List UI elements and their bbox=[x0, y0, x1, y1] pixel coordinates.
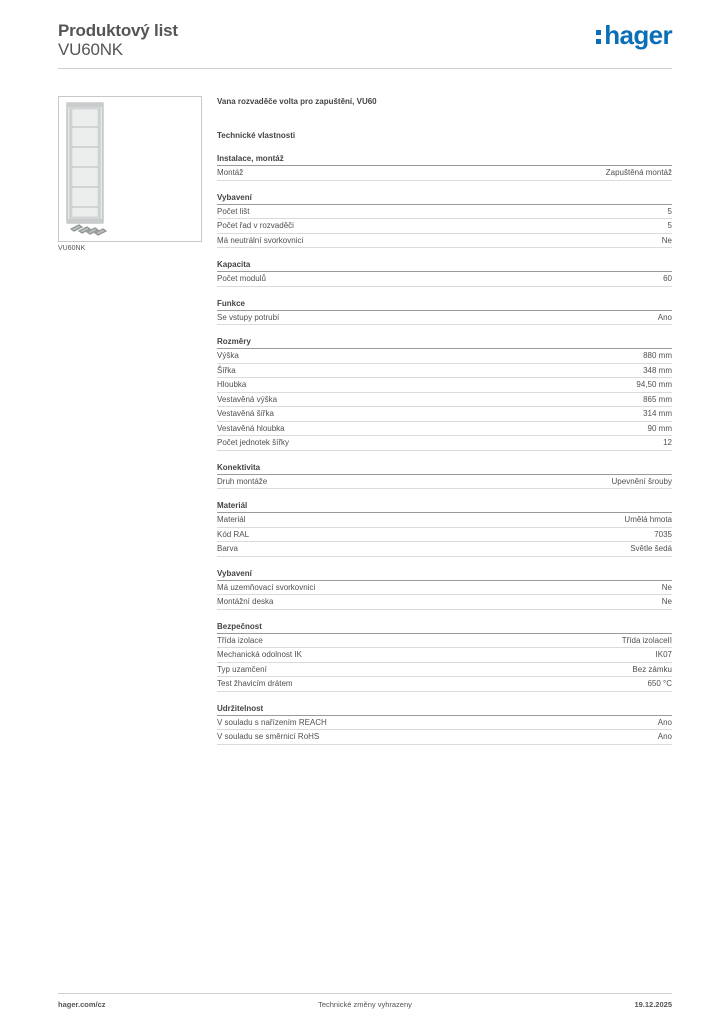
spec-value: Světle šedá bbox=[630, 544, 672, 553]
spec-value: Ano bbox=[657, 732, 672, 741]
spec-row bbox=[217, 378, 672, 393]
spec-value: Ne bbox=[661, 597, 672, 606]
footer-disclaimer: Technické změny vyhrazeny bbox=[318, 1000, 412, 1009]
spec-row bbox=[217, 581, 672, 596]
logo-colon-icon bbox=[596, 28, 601, 46]
spec-row bbox=[217, 663, 672, 678]
spec-label: Šířka bbox=[217, 365, 236, 375]
spec-value: Umělá hmota bbox=[624, 515, 672, 524]
spec-row bbox=[217, 349, 672, 364]
page-title: Produktový list bbox=[58, 21, 178, 40]
spec-row bbox=[217, 634, 672, 649]
spec-group-function bbox=[217, 298, 672, 326]
spec-row bbox=[217, 364, 672, 379]
spec-label: Třída izolace bbox=[217, 635, 263, 645]
spec-value: 90 mm bbox=[647, 423, 672, 433]
spec-label: Počet jednotek šířky bbox=[217, 438, 290, 447]
spec-group-equipment bbox=[217, 192, 672, 249]
group-title: Vybavení bbox=[217, 192, 672, 205]
spec-label: Montáž bbox=[217, 168, 244, 177]
group-title: Materiál bbox=[217, 500, 672, 513]
spec-label: Výška bbox=[217, 351, 239, 360]
spec-value: Upevnění šrouby bbox=[611, 476, 672, 486]
spec-group-material bbox=[217, 500, 672, 557]
spec-label: Počet lišt bbox=[217, 206, 250, 216]
spec-row bbox=[217, 311, 672, 326]
spec-label: Test žhavicím drátem bbox=[217, 679, 293, 688]
spec-label: Se vstupy potrubí bbox=[217, 312, 280, 322]
spec-label: V souladu s nařízením REACH bbox=[217, 717, 327, 727]
spec-value: Zapuštěná montáž bbox=[605, 168, 672, 177]
spec-row bbox=[217, 422, 672, 437]
spec-row bbox=[217, 677, 672, 692]
image-caption: VU60NK bbox=[58, 245, 86, 252]
group-title: Instalace, montáž bbox=[217, 153, 672, 166]
spec-row bbox=[217, 393, 672, 408]
spec-value: Ano bbox=[657, 717, 672, 727]
spec-group-sustainability bbox=[217, 703, 672, 745]
group-title: Udržitelnost bbox=[217, 703, 672, 716]
spec-label: Vestavěná šířka bbox=[217, 409, 274, 418]
spec-value: 12 bbox=[663, 438, 672, 447]
spec-row bbox=[217, 648, 672, 663]
spec-value: Třída izolaceII bbox=[621, 635, 672, 645]
spec-value: Ne bbox=[661, 235, 672, 245]
group-title: Vybavení bbox=[217, 568, 672, 581]
spec-value: 314 mm bbox=[643, 409, 672, 418]
spec-row bbox=[217, 436, 672, 451]
spec-row bbox=[217, 716, 672, 731]
spec-value: 865 mm bbox=[643, 394, 672, 404]
spec-value: 94,50 mm bbox=[636, 380, 672, 389]
section-heading: Technické vlastnosti bbox=[217, 131, 296, 140]
spec-label: Má uzemňovací svorkovnici bbox=[217, 582, 316, 592]
spec-label: Druh montáže bbox=[217, 476, 268, 486]
spec-value: Bez zámku bbox=[632, 664, 672, 674]
spec-label: Vestavěná hloubka bbox=[217, 423, 285, 433]
spec-value: 880 mm bbox=[643, 351, 672, 360]
spec-label: Materiál bbox=[217, 515, 246, 524]
spec-row bbox=[217, 595, 672, 610]
spec-group-equipment-2 bbox=[217, 568, 672, 610]
group-title: Rozměry bbox=[217, 336, 672, 349]
group-title: Funkce bbox=[217, 298, 672, 311]
spec-label: Kód RAL bbox=[217, 529, 250, 539]
spec-group-installation bbox=[217, 153, 672, 181]
spec-label: Mechanická odolnost IK bbox=[217, 650, 302, 659]
spec-label: Má neutrální svorkovnici bbox=[217, 235, 304, 245]
spec-group-dimensions bbox=[217, 336, 672, 451]
spec-value: IK07 bbox=[655, 650, 672, 659]
spec-label: Montážní deska bbox=[217, 597, 274, 606]
spec-row bbox=[217, 513, 672, 528]
group-title: Konektivita bbox=[217, 462, 672, 475]
spec-label: Hloubka bbox=[217, 380, 247, 389]
spec-row bbox=[217, 234, 672, 249]
footer-date: 19.12.2025 bbox=[634, 1000, 672, 1009]
spec-label: Počet řad v rozvaděči bbox=[217, 221, 294, 230]
group-title: Kapacita bbox=[217, 259, 672, 272]
spec-value: 60 bbox=[663, 274, 672, 283]
spec-row bbox=[217, 205, 672, 220]
spec-value: Ano bbox=[657, 312, 672, 322]
spec-group-capacity bbox=[217, 259, 672, 287]
spec-row bbox=[217, 219, 672, 234]
spec-label: Vestavěná výška bbox=[217, 394, 278, 404]
spec-row bbox=[217, 272, 672, 287]
page-footer bbox=[58, 993, 672, 1014]
product-code: VU60NK bbox=[58, 40, 123, 59]
page-header bbox=[58, 20, 672, 69]
group-title: Bezpečnost bbox=[217, 621, 672, 634]
hager-logo bbox=[596, 20, 672, 50]
spec-label: Typ uzamčení bbox=[217, 664, 267, 674]
spec-row bbox=[217, 407, 672, 422]
logo-text: hager bbox=[604, 20, 672, 50]
spec-group-connectivity bbox=[217, 462, 672, 490]
product-description: Vana rozvaděče volta pro zapuštění, VU60 bbox=[217, 97, 377, 106]
spec-value: 650 °C bbox=[647, 679, 672, 688]
spec-label: V souladu se směrnicí RoHS bbox=[217, 732, 320, 741]
spec-group-safety bbox=[217, 621, 672, 692]
footer-website-link[interactable]: hager.com/cz bbox=[58, 1000, 106, 1009]
spec-label: Barva bbox=[217, 544, 238, 553]
spec-row bbox=[217, 475, 672, 490]
spec-value: 348 mm bbox=[643, 365, 672, 375]
product-image bbox=[58, 96, 202, 242]
enclosure-illustration bbox=[59, 97, 201, 241]
spec-value: 7035 bbox=[654, 529, 672, 539]
spec-value: 5 bbox=[667, 206, 672, 216]
spec-row bbox=[217, 730, 672, 745]
spec-row bbox=[217, 542, 672, 557]
spec-row bbox=[217, 528, 672, 543]
spec-value: Ne bbox=[661, 582, 672, 592]
specifications bbox=[217, 96, 672, 745]
spec-label: Počet modulů bbox=[217, 274, 266, 283]
spec-row bbox=[217, 166, 672, 181]
spec-value: 5 bbox=[667, 221, 672, 230]
